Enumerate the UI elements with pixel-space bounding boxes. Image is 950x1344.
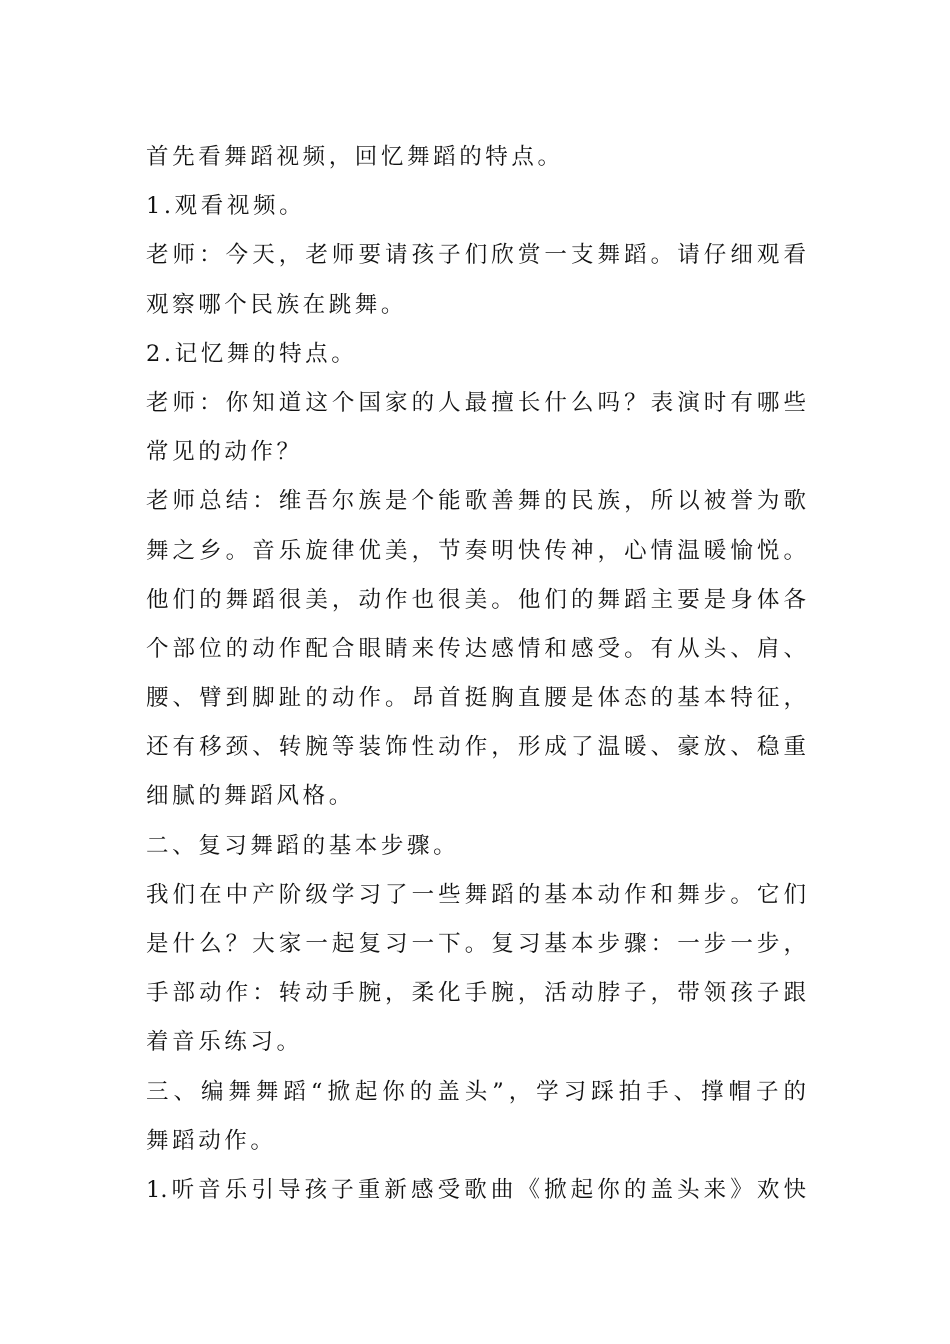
text-line: 还有移颈、转腕等装饰性动作，形成了温暖、豪放、稳重	[146, 734, 806, 761]
document-body	[146, 133, 806, 1215]
text-line: 首先看舞蹈视频，回忆舞蹈的特点。	[146, 144, 564, 170]
text-line: 舞之乡。音乐旋律优美，节奏明快传神，心情温暖愉悦。	[146, 537, 806, 564]
text-line: 腰、臂到脚趾的动作。昂首挺胸直腰是体态的基本特征，	[146, 685, 806, 712]
text-line: 老师：你知道这个国家的人最擅长什么吗？表演时有哪些	[146, 389, 806, 416]
text-line: 细腻的舞蹈风格。	[146, 783, 355, 810]
text-line: 我们在中产阶级学习了一些舞蹈的基本动作和舞步。它们	[146, 881, 806, 908]
section-heading: 二、复习舞蹈的基本步骤。	[146, 832, 460, 859]
text-line: 是什么？大家一起复习一下。复习基本步骤：一步一步，	[146, 931, 806, 957]
section-heading: 三、编舞舞蹈“掀起你的盖头”，学习踩拍手、撑帽子的	[146, 1078, 806, 1105]
text-line: 2.记忆舞的特点。	[146, 340, 358, 367]
text-line: 舞蹈动作。	[146, 1127, 277, 1154]
text-line: 1.观看视频。	[146, 193, 306, 220]
text-line: 常见的动作？	[146, 439, 303, 466]
text-line: 他们的舞蹈很美，动作也很美。他们的舞蹈主要是身体各	[146, 586, 806, 613]
text-line: 老师：今天，老师要请孩子们欣赏一支舞蹈。请仔细观看	[146, 242, 806, 269]
text-line: 1.听音乐引导孩子重新感受歌曲《掀起你的盖头来》欢快	[146, 1176, 806, 1203]
text-line: 观察哪个民族在跳舞。	[146, 291, 408, 318]
text-line: 着音乐练习。	[146, 1029, 303, 1056]
text-line: 老师总结：维吾尔族是个能歌善舞的民族，所以被誉为歌	[146, 488, 806, 515]
text-line: 手部动作：转动手腕，柔化手腕，活动脖子，带领孩子跟	[146, 980, 806, 1007]
text-line: 个部位的动作配合眼睛来传达感情和感受。有从头、肩、	[146, 635, 806, 662]
